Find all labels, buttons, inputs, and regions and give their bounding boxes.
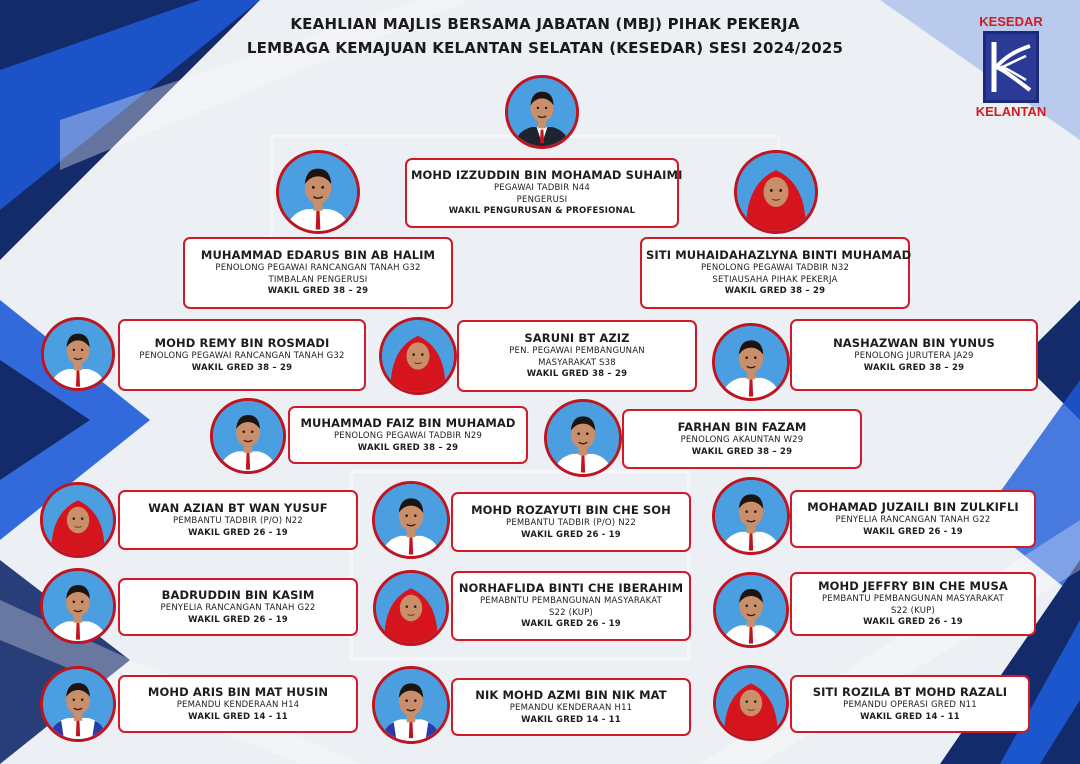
member-representation: WAKIL GRED 38 – 29 (191, 362, 293, 373)
member-position: PEMANDU OPERASI GRED N11 (843, 700, 977, 710)
member-photo (40, 568, 116, 644)
page-title: KEAHLIAN MAJLIS BERSAMA JABATAN (MBJ) PIHAK PEKERJA (290, 15, 800, 33)
member-position: PEMBANTU TADBIR (P/O) N22 (506, 518, 636, 528)
member-representation: WAKIL GRED 38 – 29 (267, 286, 369, 297)
page-subtitle: LEMBAGA KEMAJUAN KELANTAN SELATAN (KESEDAR) SESI 2024/2025 (246, 39, 844, 57)
member-representation: WAKIL GRED 14 - 11 (521, 714, 621, 725)
member-position: PEN. PEGAWAI PEMBANGUNAN (509, 346, 645, 357)
member-card (451, 492, 691, 552)
member-photo (734, 150, 818, 234)
member-name: MOHD ROZAYUTI BIN CHE SOH (471, 503, 671, 517)
member-representation: WAKIL GRED 38 – 29 (357, 442, 459, 453)
member-card (118, 675, 358, 733)
member-position: PEGAWAI TADBIR N44 (493, 183, 590, 194)
member-position: PENOLONG PEGAWAI TADBIR N29 (333, 431, 483, 441)
member-position: PENOLONG JURUTERA JA29 (854, 351, 974, 361)
member-name: MUHAMMAD FAIZ BIN MUHAMAD (300, 416, 516, 430)
member-photo (276, 150, 360, 234)
member-photo (40, 666, 116, 742)
member-position: PENOLONG AKAUNTAN W29 (680, 435, 804, 445)
logo-emblem-icon (983, 31, 1039, 103)
member-representation: WAKIL GRED 14 - 11 (860, 711, 960, 722)
member-photo (544, 399, 622, 477)
member-representation: WAKIL GRED 26 - 19 (863, 617, 963, 628)
member-photo (372, 481, 450, 559)
member-name: BADRUDDIN BIN KASIM (161, 588, 315, 602)
member-card (183, 237, 453, 309)
member-card (451, 678, 691, 736)
member-card (622, 409, 862, 469)
member-card (118, 578, 358, 636)
member-photo (712, 323, 790, 401)
member-photo (372, 666, 450, 744)
member-representation: WAKIL GRED 26 - 19 (521, 619, 621, 630)
member-name: NIK MOHD AZMI BIN NIK MAT (475, 688, 667, 702)
member-name: MOHD REMY BIN ROSMADI (154, 336, 330, 350)
member-card (790, 490, 1036, 548)
member-name: MOHD ARIS BIN MAT HUSIN (147, 685, 329, 699)
member-name: MUHAMMAD EDARUS BIN AB HALIM (200, 248, 436, 263)
member-representation: WAKIL PENGURUSAN & PROFESIONAL (448, 206, 636, 217)
member-name: SITI MUHAIDAHAZLYNA BINTI MUHAMAD (646, 248, 912, 263)
member-card (405, 158, 683, 228)
member-photo (505, 75, 579, 149)
member-representation: WAKIL GRED 26 - 19 (521, 529, 621, 540)
member-name: FARHAN BIN FAZAM (677, 420, 807, 434)
member-name: WAN AZIAN BT WAN YUSUF (148, 501, 328, 515)
logo-bottom-text: KELANTAN (975, 104, 1047, 119)
member-position: PEMBANTU PEMBANGUNAN MASYARAKAT (821, 594, 1005, 605)
member-card (790, 675, 1030, 733)
member-photo (713, 665, 789, 741)
member-position: PEMBANTU TADBIR (P/O) N22 (173, 516, 303, 526)
member-representation: WAKIL GRED 26 - 19 (188, 527, 288, 538)
member-representation: WAKIL GRED 38 – 29 (691, 446, 793, 457)
member-position: PEMABNTU PEMBANGUNAN MASYARAKAT (479, 596, 663, 607)
member-photo (41, 317, 115, 391)
member-card (790, 572, 1036, 636)
member-photo (40, 482, 116, 558)
member-photo (379, 317, 457, 395)
member-name: SITI ROZILA BT MOHD RAZALI (812, 685, 1008, 699)
member-representation: WAKIL GRED 38 – 29 (863, 362, 965, 373)
member-position: PENOLONG PEGAWAI RANCANGAN TANAH G32 (215, 263, 421, 274)
member-position: PENOLONG PEGAWAI TADBIR N32 (700, 263, 850, 274)
kesedar-logo (972, 14, 1050, 122)
member-position: PENGERUSI (516, 194, 568, 205)
member-name: MOHD IZZUDDIN BIN MOHAMAD SUHAIMI (411, 168, 683, 183)
member-card (451, 571, 691, 641)
member-name: MOHAMAD JUZAILI BIN ZULKIFLI (807, 500, 1019, 514)
member-name: NORHAFLIDA BINTI CHE IBERAHIM (458, 581, 684, 596)
member-position: PEMANDU KENDERAAN H14 (176, 700, 300, 710)
member-card (790, 319, 1038, 391)
member-position: S22 (KUP) (890, 605, 936, 616)
member-name: MOHD JEFFRY BIN CHE MUSA (818, 579, 1008, 594)
member-position: SETIAUSAHA PIHAK PEKERJA (712, 274, 838, 285)
member-card (288, 406, 528, 464)
member-photo (712, 477, 790, 555)
member-position: PENYELIA RANCANGAN TANAH G22 (160, 603, 316, 613)
member-position: PENYELIA RANCANGAN TANAH G22 (835, 515, 991, 525)
member-representation: WAKIL GRED 38 – 29 (526, 369, 628, 380)
member-position: S22 (KUP) (548, 607, 594, 618)
member-card (118, 319, 366, 391)
member-photo (713, 572, 789, 648)
member-representation: WAKIL GRED 26 - 19 (188, 614, 288, 625)
member-card (118, 490, 358, 550)
member-representation: WAKIL GRED 26 - 19 (863, 526, 963, 537)
member-position: TIMBALAN PENGERUSI (268, 274, 368, 285)
member-representation: WAKIL GRED 14 - 11 (188, 711, 288, 722)
member-position: PEMANDU KENDERAAN H11 (509, 703, 633, 713)
member-card (457, 320, 697, 392)
logo-top-text: KESEDAR (979, 14, 1043, 29)
member-representation: WAKIL GRED 38 – 29 (724, 286, 826, 297)
member-name: SARUNI BT AZIZ (524, 331, 630, 346)
member-photo (210, 398, 286, 474)
member-position: MASYARAKAT S38 (538, 357, 616, 368)
member-photo (373, 570, 449, 646)
member-position: PENOLONG PEGAWAI RANCANGAN TANAH G32 (139, 351, 345, 361)
member-name: NASHAZWAN BIN YUNUS (833, 336, 995, 350)
member-card (640, 237, 910, 309)
